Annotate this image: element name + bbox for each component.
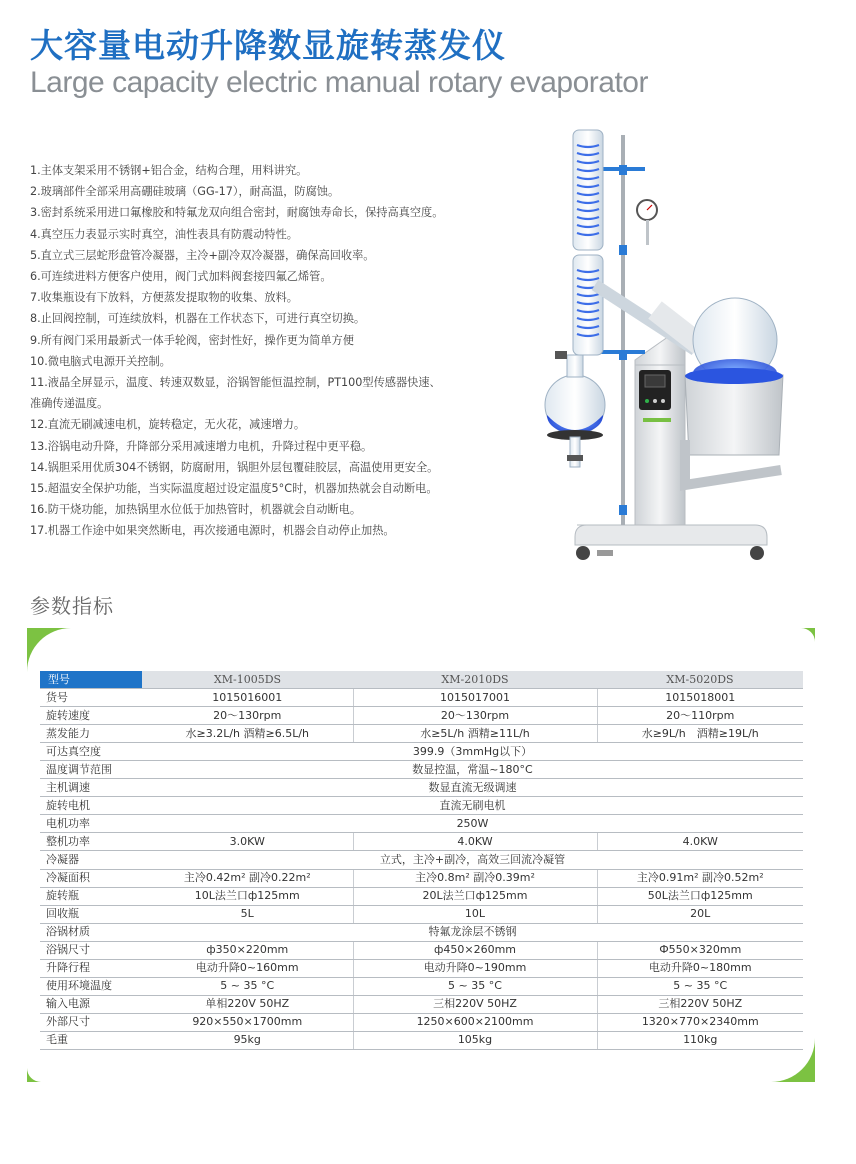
feature-item: 10.微电脑式电源开关控制。 — [30, 354, 171, 368]
spec-label: 冷凝器 — [40, 851, 142, 869]
spec-value: 4.0KW — [597, 833, 803, 851]
feature-item: 13.浴锅电动升降，升降部分采用减速增力电机，升降过程中更平稳。 — [30, 439, 373, 453]
corner-label: 型号 — [40, 671, 142, 689]
spec-row — [40, 779, 803, 797]
spec-value: 电动升降0~190mm — [353, 959, 597, 977]
feature-item: 4.真空压力表显示实时真空，油性表具有防震动特性。 — [30, 227, 298, 241]
spec-label: 回收瓶 — [40, 905, 142, 923]
spec-row — [40, 923, 803, 941]
spec-value: 1250×600×2100mm — [353, 1013, 597, 1031]
spec-value: 4.0KW — [353, 833, 597, 851]
feature-list — [30, 160, 500, 542]
spec-value: 三相220V 50HZ — [353, 995, 597, 1013]
spec-value: 399.9（3mmHg以下） — [142, 743, 803, 761]
spec-value: 20L法兰口ф125mm — [353, 887, 597, 905]
spec-label: 整机功率 — [40, 833, 142, 851]
spec-value: 3.0KW — [142, 833, 353, 851]
feature-item: 14.锅胆采用优质304不锈钢，防腐耐用，锅胆外层包覆硅胶层，高温使用更安全。 — [30, 460, 439, 474]
spec-row — [40, 869, 803, 887]
spec-label: 冷凝面积 — [40, 869, 142, 887]
spec-header-row — [40, 671, 803, 689]
spec-value: 直流无刷电机 — [142, 797, 803, 815]
spec-value: 1320×770×2340mm — [597, 1013, 803, 1031]
spec-value: 主冷0.42m² 副冷0.22m² — [142, 869, 353, 887]
spec-value: 立式，主冷+副冷，高效三回流冷凝管 — [142, 851, 803, 869]
spec-value: 电动升降0~180mm — [597, 959, 803, 977]
spec-value: 主冷0.8m² 副冷0.39m² — [353, 869, 597, 887]
feature-item: 16.防干烧功能，加热锅里水位低于加热管时，机器就会自动断电。 — [30, 503, 362, 517]
spec-label: 旋转电机 — [40, 797, 142, 815]
spec-value: 电动升降0~160mm — [142, 959, 353, 977]
spec-row — [40, 887, 803, 905]
feature-item: 17.机器工作途中如果突然断电，再次接通电源时，机器会自动停止加热。 — [30, 524, 395, 538]
spec-row — [40, 977, 803, 995]
spec-row — [40, 761, 803, 779]
spec-value: 5 ~ 35 °C — [597, 977, 803, 995]
section-title: 参数指标 — [30, 594, 114, 618]
feature-item: 11.液晶全屏显示，温度、转速双数显，浴锅智能恒温控制，PT100型传感器快速、 — [30, 376, 441, 390]
spec-value: 数显直流无级调速 — [142, 779, 803, 797]
spec-value: 主冷0.91m² 副冷0.52m² — [597, 869, 803, 887]
spec-label: 输入电源 — [40, 995, 142, 1013]
spec-value: 105kg — [353, 1031, 597, 1049]
spec-value: ф450×260mm — [353, 941, 597, 959]
spec-value: 50L法兰口ф125mm — [597, 887, 803, 905]
spec-label: 使用环境温度 — [40, 977, 142, 995]
spec-label: 温度调节范围 — [40, 761, 142, 779]
spec-row — [40, 815, 803, 833]
spec-row — [40, 941, 803, 959]
spec-value: 250W — [142, 815, 803, 833]
page-title: 大容量电动升降数显旋转蒸发仪 — [30, 26, 506, 65]
spec-table — [40, 671, 803, 1050]
spec-row — [40, 1031, 803, 1049]
spec-value: 1015018001 — [597, 689, 803, 707]
spec-value: 10L法兰口ф125mm — [142, 887, 353, 905]
spec-label: 毛重 — [40, 1031, 142, 1049]
spec-row — [40, 959, 803, 977]
spec-label: 升降行程 — [40, 959, 142, 977]
spec-value: 特氟龙涂层不锈钢 — [142, 923, 803, 941]
spec-label: 货号 — [40, 689, 142, 707]
spec-value: 5 ~ 35 °C — [142, 977, 353, 995]
spec-row — [40, 689, 803, 707]
spec-row — [40, 995, 803, 1013]
spec-row — [40, 905, 803, 923]
spec-label: 浴锅材质 — [40, 923, 142, 941]
spec-value: 数显控温，常温~180°C — [142, 761, 803, 779]
spec-row — [40, 797, 803, 815]
spec-label: 可达真空度 — [40, 743, 142, 761]
spec-value: 水≥9L/h 酒精≥19L/h — [597, 725, 803, 743]
spec-label: 浴锅尺寸 — [40, 941, 142, 959]
spec-label: 旋转瓶 — [40, 887, 142, 905]
spec-row — [40, 851, 803, 869]
spec-value: 1015016001 — [142, 689, 353, 707]
spec-value: 920×550×1700mm — [142, 1013, 353, 1031]
spec-label: 电机功率 — [40, 815, 142, 833]
spec-value: 5L — [142, 905, 353, 923]
spec-label: 外部尺寸 — [40, 1013, 142, 1031]
feature-item: 7.收集瓶设有下放料，方便蒸发提取物的收集、放料。 — [30, 291, 298, 305]
model-header: XM-2010DS — [353, 671, 597, 689]
spec-value: 1015017001 — [353, 689, 597, 707]
spec-label: 蒸发能力 — [40, 725, 142, 743]
spec-value: ф350×220mm — [142, 941, 353, 959]
spec-value: 水≥5L/h 酒精≥11L/h — [353, 725, 597, 743]
spec-value: 20～110rpm — [597, 707, 803, 725]
spec-row — [40, 725, 803, 743]
spec-value: 5 ~ 35 °C — [353, 977, 597, 995]
page-subtitle: Large capacity electric manual rotary evaporator — [30, 66, 648, 99]
feature-item: 2.玻璃部件全部采用高硼硅玻璃（GG-17），耐高温，防腐蚀。 — [30, 185, 340, 199]
spec-value: 水≥3.2L/h 酒精≥6.5L/h — [142, 725, 353, 743]
feature-item: 准确传递温度。 — [30, 397, 109, 411]
spec-value: 20～130rpm — [353, 707, 597, 725]
spec-row — [40, 833, 803, 851]
spec-value: 110kg — [597, 1031, 803, 1049]
spec-row — [40, 1013, 803, 1031]
spec-row — [40, 743, 803, 761]
model-header: XM-1005DS — [142, 671, 353, 689]
feature-item: 1.主体支架采用不锈钢+铝合金，结构合理，用料讲究。 — [30, 164, 308, 177]
spec-value: 三相220V 50HZ — [597, 995, 803, 1013]
feature-item: 5.直立式三层蛇形盘管冷凝器，主冷+副冷双冷凝器，确保高回收率。 — [30, 248, 375, 262]
feature-item: 12.直流无刷减速电机，旋转稳定，无火花，减速增力。 — [30, 418, 306, 432]
spec-label: 旋转速度 — [40, 707, 142, 725]
model-header: XM-5020DS — [597, 671, 803, 689]
spec-value: 95kg — [142, 1031, 353, 1049]
spec-value: 20L — [597, 905, 803, 923]
spec-value: 单相220V 50HZ — [142, 995, 353, 1013]
spec-label: 主机调速 — [40, 779, 142, 797]
feature-item: 8.止回阀控制，可连续放料，机器在工作状态下，可进行真空切换。 — [30, 312, 366, 326]
feature-item: 6.可连续进料方便客户使用，阀门式加料阀套接四氟乙烯管。 — [30, 270, 332, 284]
spec-row — [40, 707, 803, 725]
feature-item: 15.超温安全保护功能，当实际温度超过设定温度5°C时，机器加热就会自动断电。 — [30, 482, 438, 496]
spec-value: 20～130rpm — [142, 707, 353, 725]
spec-value: 10L — [353, 905, 597, 923]
rotary-evaporator-image — [535, 125, 785, 570]
feature-item: 9.所有阀门采用最新式一体手轮阀，密封性好，操作更为简单方便 — [30, 333, 354, 347]
feature-item: 3.密封系统采用进口氟橡胶和特氟龙双向组合密封，耐腐蚀寿命长，保持高真空度。 — [30, 206, 444, 220]
spec-value: Ф550×320mm — [597, 941, 803, 959]
